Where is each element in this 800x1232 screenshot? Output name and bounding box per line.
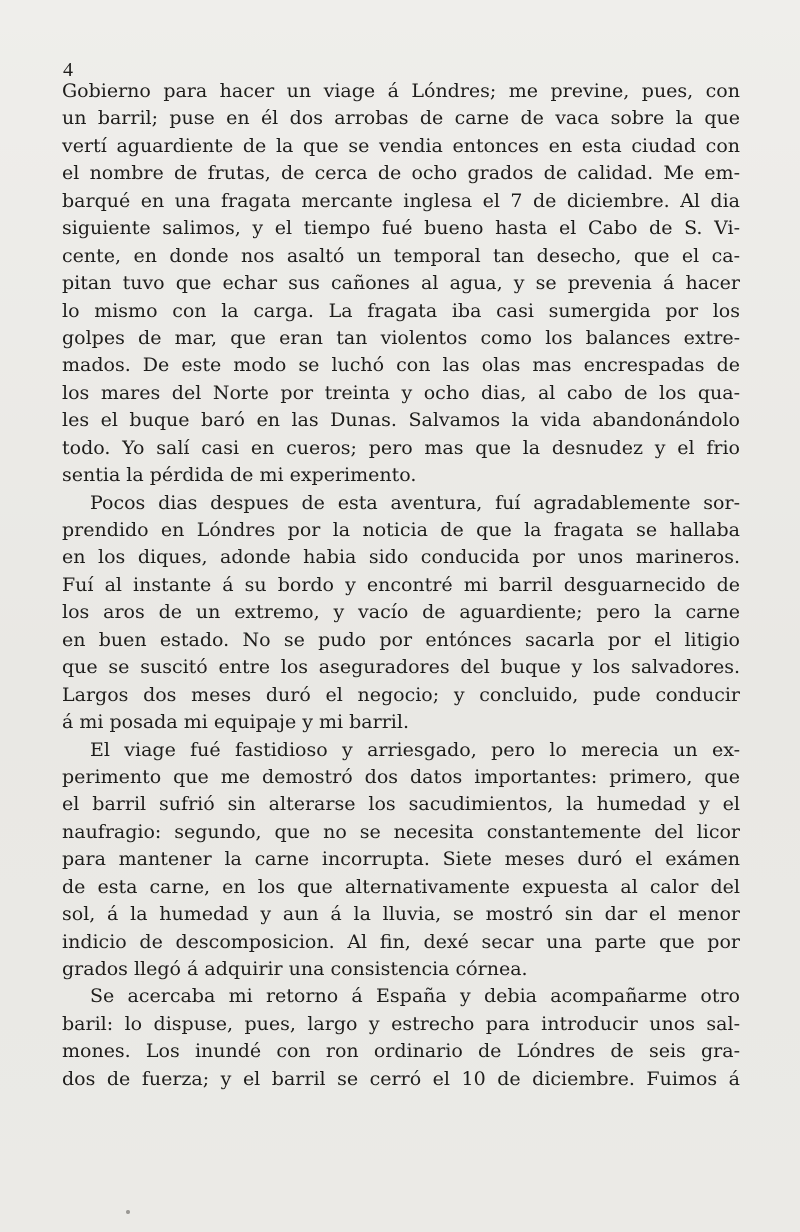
text-line: un barril; puse en él dos arrobas de carne de vaca sobre la que [62,107,740,130]
text-line: mados. De este modo se luchó con las olas mas encrespadas de [62,354,740,377]
text-line: baril: lo dispuse, pues, largo y estrecho para introducir unos sal- [62,1012,740,1035]
text-line: en los diques, adonde habia sido conducida por unos marineros. [62,546,740,569]
text-line: en buen estado. No se pudo por entónces sacarla por el litigio [62,628,740,651]
text-line: mones. Los inundé con ron ordinario de Lóndres de seis gra- [62,1040,740,1063]
text-line: golpes de mar, que eran tan violentos como los balances extre- [62,326,740,349]
text-line: sol, á la humedad y aun á la lluvia, se mostró sin dar el menor [62,903,740,926]
text-line: Gobierno para hacer un viage á Lóndres; me previne, pues, con [62,80,740,102]
text-line: lo mismo con la carga. La fragata iba casi sumergida por los [62,299,740,322]
text-line: sentia la pérdida de mi experimento. [62,464,417,487]
text-line: El viage fué fastidioso y arriesgado, pero lo merecia un ex- [90,738,740,761]
text-line: el barril sufrió sin alterarse los sacudimientos, la humedad y el [62,793,740,816]
text-line: cente, en donde nos asaltó un temporal tan desecho, que el ca- [62,244,740,267]
text-line: les el buque baró en las Dunas. Salvamos la vida abandonándolo [62,409,740,432]
text-line: que se suscitó entre los aseguradores del buque y los salvadores. [62,656,740,679]
text-line: los mares del Norte por treinta y ocho dias, al cabo de los qua- [62,381,740,404]
text-line: á mi posada mi equipaje y mi barril. [62,711,409,734]
text-line: de esta carne, en los que alternativamente expuesta al calor del [62,875,740,898]
text-line: grados llegó á adquirir una consistencia córnea. [62,958,528,980]
page-number: 4 [63,59,73,81]
text-line: perimento que me demostró dos datos importantes: primero, que [62,765,740,788]
text-line: naufragio: segundo, que no se necesita constantemente del licor [62,820,740,843]
text-line: Fuí al instante á su bordo y encontré mi barril desguarnecido de [62,573,740,596]
text-line: Largos dos meses duró el negocio; y concluido, pude conducir [62,683,740,706]
text-line: pitan tuvo que echar sus cañones al agua, y se prevenia á hacer [62,272,740,295]
text-line: dos de fuerza; y el barril se cerró el 10 de diciembre. Fuimos á [62,1067,740,1090]
text-line: los aros de un extremo, y vacío de aguardiente; pero la carne [62,601,740,624]
text-line: todo. Yo salí casi en cueros; pero mas que la desnudez y el frio [62,436,740,459]
text-line: vertí aguardiente de la que se vendia entonces en esta ciudad con [62,134,740,157]
paper-speck [126,1210,130,1214]
text-line: siguiente salimos, y el tiempo fué bueno hasta el Cabo de S. Vi- [62,217,740,240]
text-line: para mantener la carne incorrupta. Siete meses duró el exámen [62,848,740,871]
text-line: indicio de descomposicion. Al fin, dexé secar una parte que por [62,930,740,953]
text-line: barqué en una fragata mercante inglesa el 7 de diciembre. Al dia [62,189,740,212]
body-text [62,78,740,1093]
text-line: Se acercaba mi retorno á España y debia acompañarme otro [90,985,740,1008]
text-line: Pocos dias despues de esta aventura, fuí agradablemente sor- [90,491,740,514]
text-line: el nombre de frutas, de cerca de ocho grados de calidad. Me em- [62,162,740,185]
text-line: prendido en Lóndres por la noticia de que la fragata se hallaba [62,519,740,541]
